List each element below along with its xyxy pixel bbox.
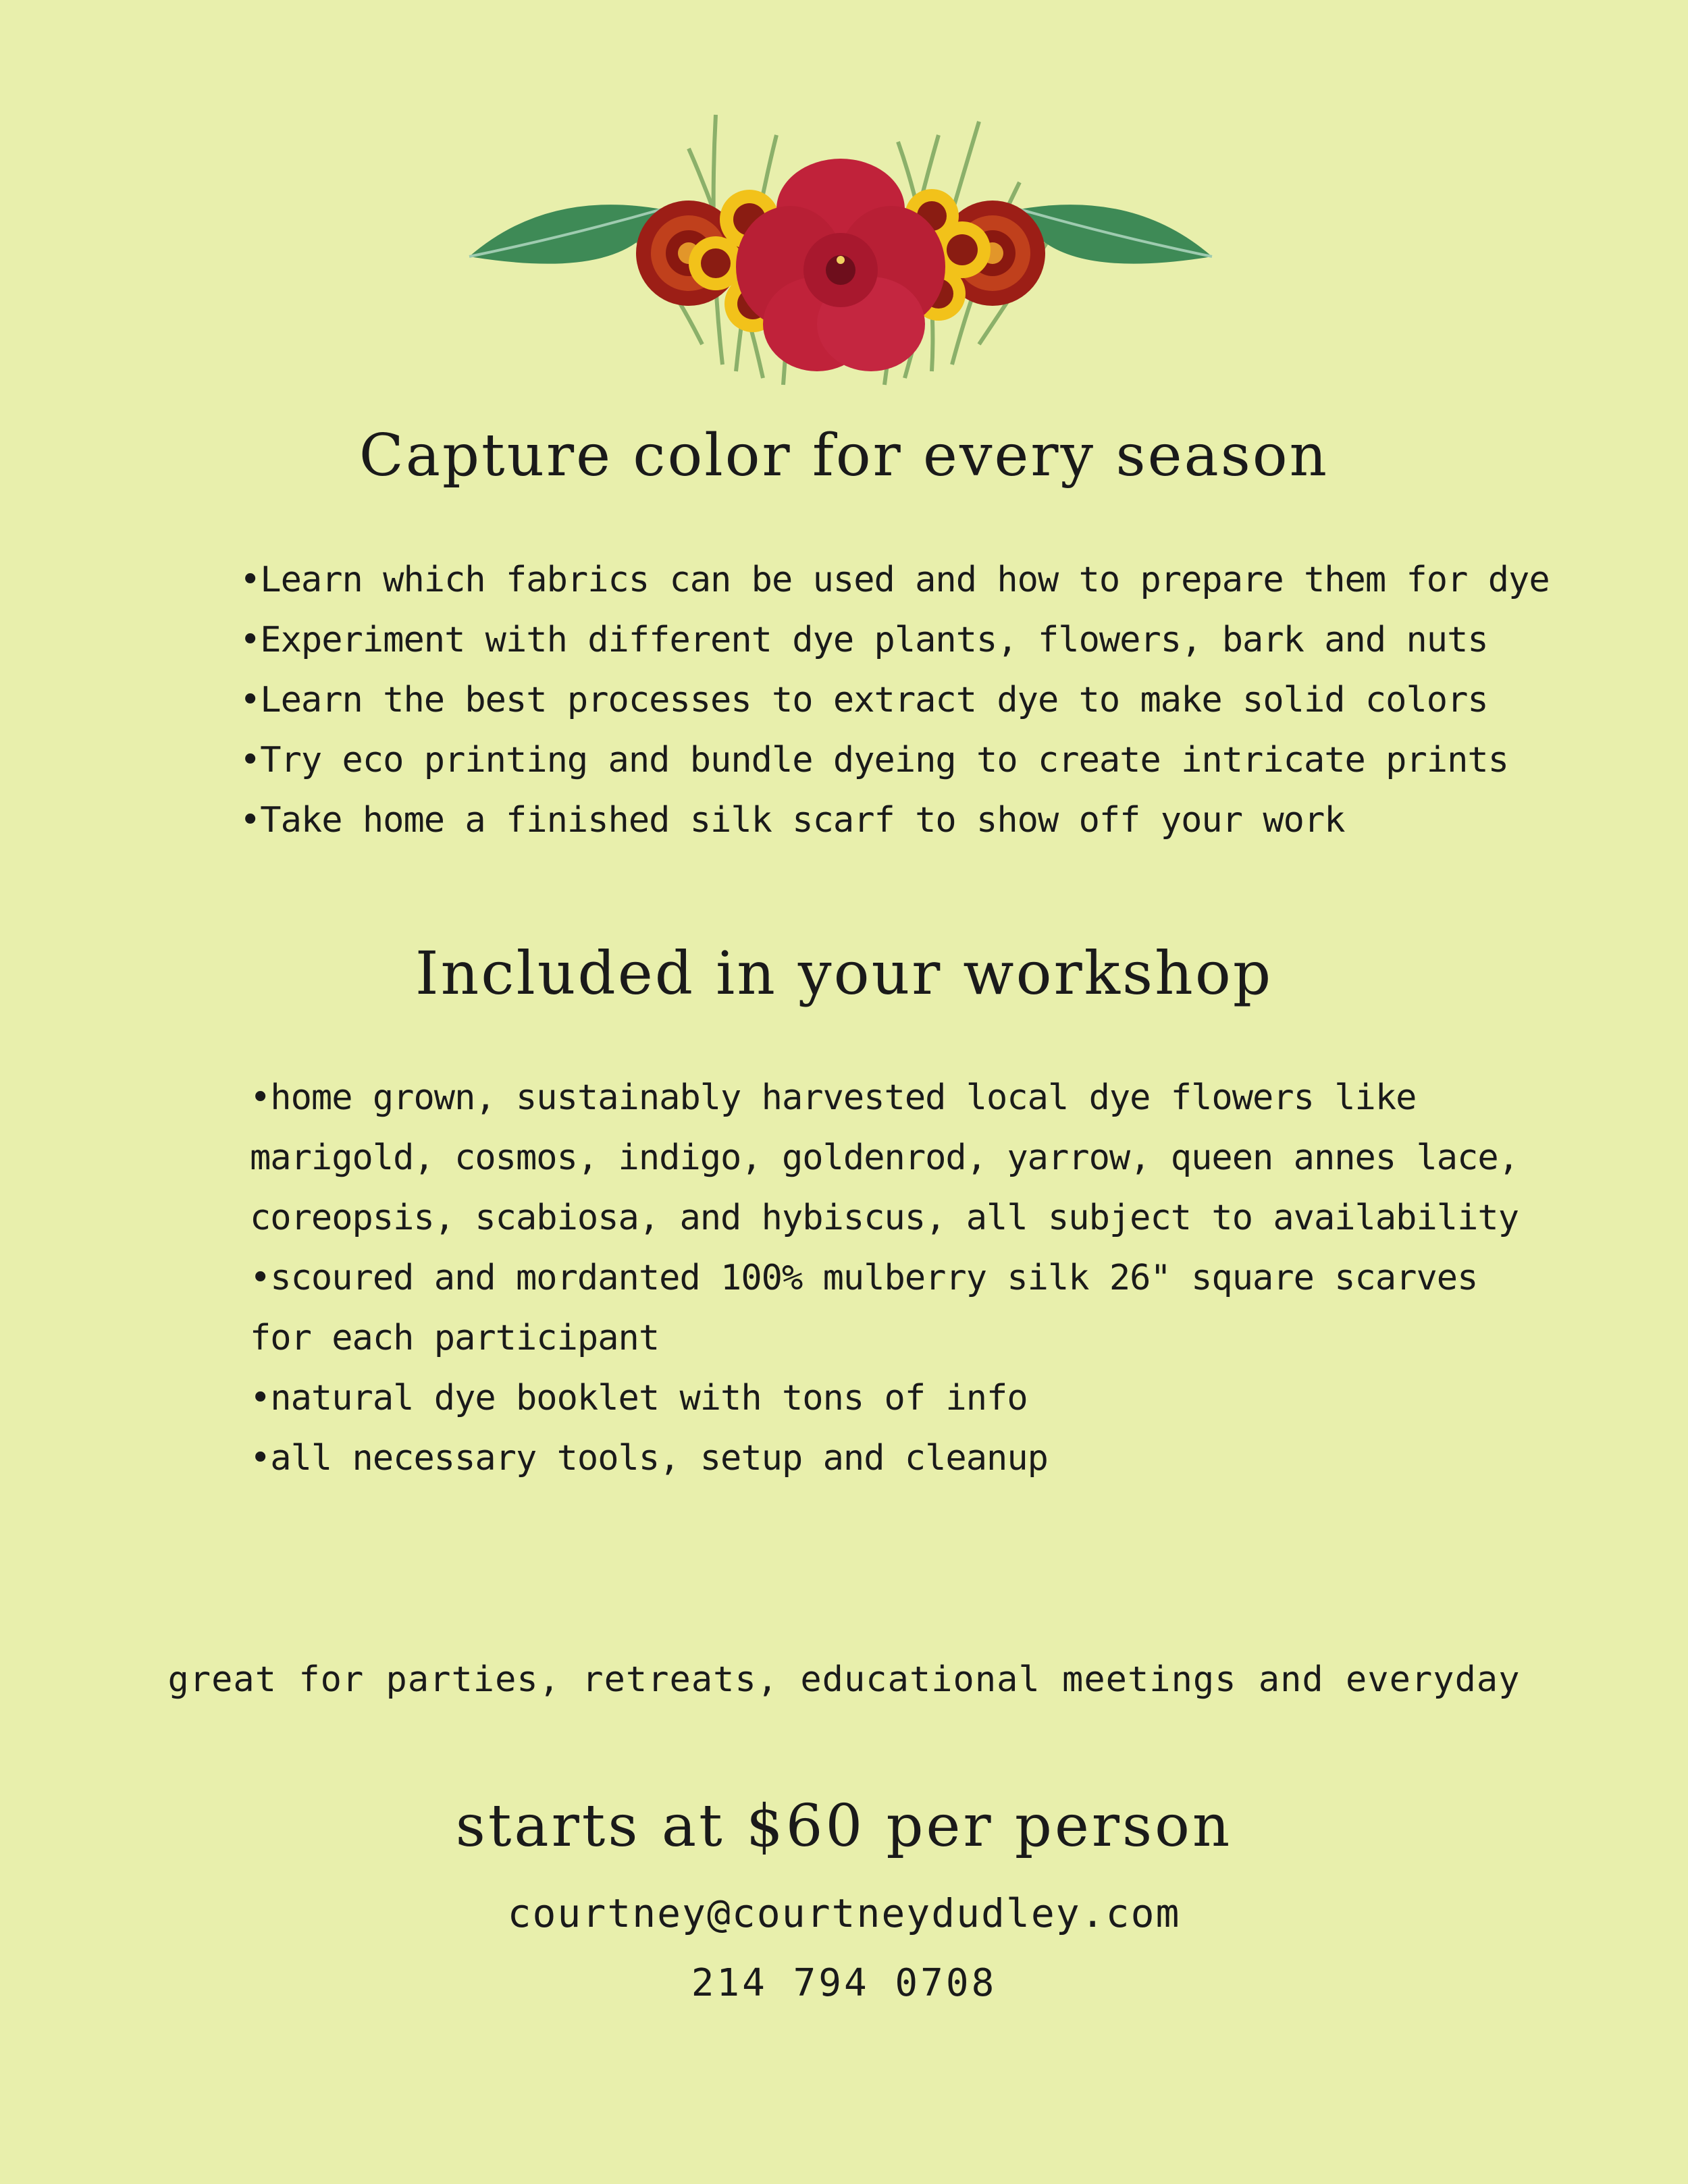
list-item: •all necessary tools, setup and cleanup [250, 1438, 1048, 1479]
list-item: •Try eco printing and bundle dyeing to create intricate prints [240, 740, 1509, 780]
list-item: •scoured and mordanted 100% mulberry silk 26" square scarves for each participant [250, 1258, 1478, 1358]
list-item: •natural dye booklet with tons of info [250, 1378, 1028, 1418]
section-heading-included: Included in your workshop [415, 938, 1273, 1008]
floral-arrangement-icon [466, 108, 1215, 405]
section-heading-capture-color: Capture color for every season [359, 422, 1329, 489]
list-item: •home grown, sustainably harvested local dye flowers like marigold, cosmos, indigo, goldenrod, yarrow, queen annes lace, coreopsis, scabiosa, and hybiscus, all subject to availability [250, 1077, 1519, 1238]
skills-list [240, 550, 1550, 851]
list-item: •Learn which fabrics can be used and how to prepare them for dye [240, 560, 1550, 600]
list-item: •Take home a finished silk scarf to show off your work [240, 800, 1345, 841]
included-list [250, 1068, 1519, 1489]
list-item: •Learn the best processes to extract dye to make solid colors [240, 680, 1488, 720]
contact-phone[interactable]: 214 794 0708 [691, 1961, 997, 2005]
price: starts at $60 per person [455, 1792, 1233, 1860]
contact-email[interactable]: courtney@courtneydudley.com [507, 1890, 1181, 1936]
list-item: •Experiment with different dye plants, flowers, bark and nuts [240, 620, 1488, 660]
tagline: great for parties, retreats, educational meetings and everyday [167, 1659, 1521, 1700]
